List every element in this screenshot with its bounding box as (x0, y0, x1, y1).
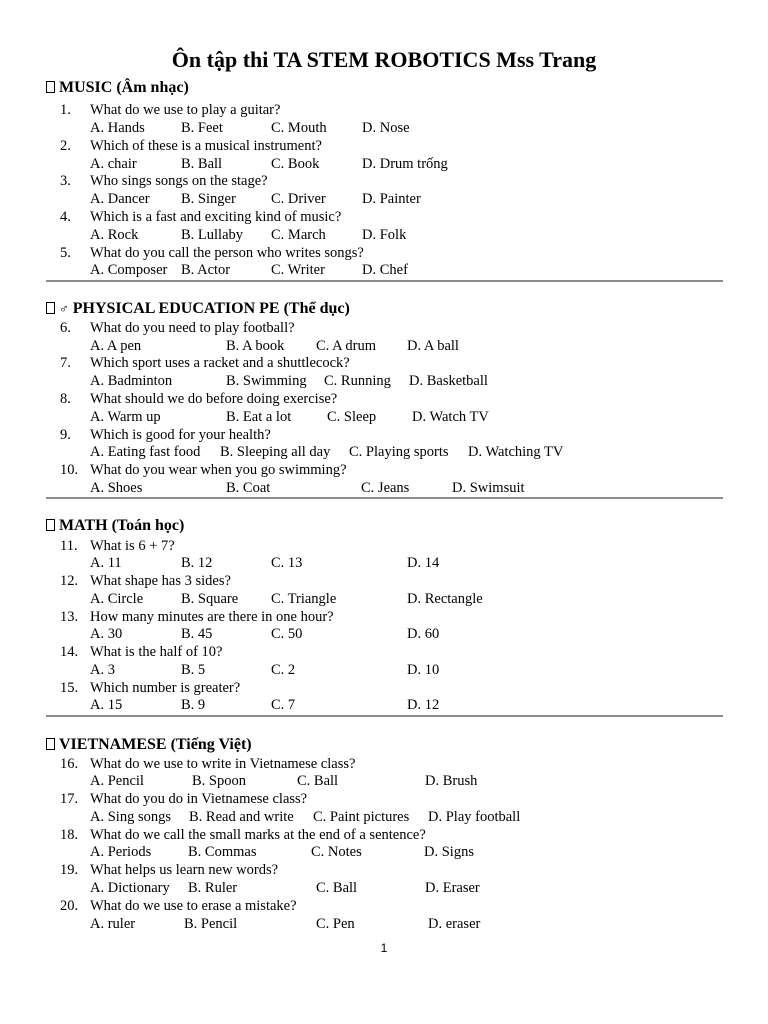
option-d: D. Folk (362, 227, 407, 243)
question-text: Who sings songs on the stage? (90, 173, 268, 189)
question-12: 12. What shape has 3 sides? (60, 573, 231, 589)
option-a: A. Shoes (90, 480, 143, 496)
option-b: B. Square (181, 591, 239, 607)
question-text: What helps us learn new words? (90, 862, 279, 878)
option-c: C. Book (271, 156, 320, 172)
section-title: PHYSICAL EDUCATION PE (Thể dục) (72, 300, 350, 317)
section-heading-music (46, 78, 189, 98)
question-15: 15. Which number is greater? (60, 680, 241, 696)
option-a: A. A pen (90, 338, 142, 354)
option-c: C. Ball (316, 880, 358, 896)
option-c: C. 7 (271, 697, 296, 713)
question-16: 16. What do we use to write in Vietnamese class? (60, 756, 356, 772)
section-heading-vietnamese (46, 735, 252, 755)
option-d: D. Play football (428, 809, 521, 825)
option-c: C. Jeans (361, 480, 410, 496)
option-a: A. Pencil (90, 773, 144, 789)
option-a: A. Badminton (90, 373, 173, 389)
option-c: C. 13 (271, 555, 303, 571)
option-a: A. Dancer (90, 191, 150, 207)
question-14: 14. What is the half of 10? (60, 644, 223, 660)
option-b: B. Coat (226, 480, 271, 496)
option-d: D. 12 (407, 697, 440, 713)
option-c: C. Pen (316, 916, 355, 932)
question-18: 18. What do we call the small marks at the end of a sentence? (60, 827, 426, 843)
question-text: What shape has 3 sides? (90, 573, 231, 589)
mars-symbol-icon: ♂ (59, 301, 69, 316)
option-b: B. Singer (181, 191, 236, 207)
option-a: A. 3 (90, 662, 115, 678)
section-heading-pe (46, 299, 350, 319)
section-divider (46, 497, 723, 499)
question-text: What do you need to play football? (90, 320, 295, 336)
option-d: D. A ball (407, 338, 459, 354)
option-a: A. chair (90, 156, 137, 172)
question-text: Which number is greater? (90, 680, 241, 696)
option-c: C. Ball (297, 773, 339, 789)
question-20: 20. What do we use to erase a mistake? (60, 898, 297, 914)
option-d: D. Watching TV (468, 444, 564, 460)
option-d: D. Signs (424, 844, 474, 860)
option-b: B. 45 (181, 626, 213, 642)
question-text: What do we call the small marks at the end of a sentence? (90, 827, 426, 843)
option-d: D. Swimsuit (452, 480, 525, 496)
option-c: C. 2 (271, 662, 296, 678)
option-d: D. Chef (362, 262, 408, 278)
option-b: B. Read and write (189, 809, 294, 825)
option-a: A. Sing songs (90, 809, 171, 825)
section-divider (46, 715, 723, 717)
option-a: A. ruler (90, 916, 136, 932)
page-title: Ôn tập thi TA STEM ROBOTICS Mss Trang (171, 47, 597, 72)
question-text: What do we use to play a guitar? (90, 102, 281, 118)
question-text: Which is good for your health? (90, 427, 271, 443)
section-heading-math (46, 516, 184, 536)
option-d: D. eraser (428, 916, 481, 932)
page-number: 1 (380, 941, 388, 955)
option-b: B. Pencil (184, 916, 238, 932)
option-d: D. Rectangle (407, 591, 483, 607)
question-3: 3. Who sings songs on the stage? (60, 173, 268, 189)
question-1: 1. What do we use to play a guitar? (60, 102, 281, 118)
option-d: D. Nose (362, 120, 410, 136)
question-7: 7. Which sport uses a racket and a shuttlecock? (60, 355, 350, 371)
option-a: A. Rock (90, 227, 139, 243)
option-b: B. Lullaby (181, 227, 244, 243)
option-d: D. Brush (425, 773, 478, 789)
option-b: B. A book (226, 338, 285, 354)
question-9: 9. Which is good for your health? (60, 427, 271, 443)
option-a: A. Warm up (90, 409, 161, 425)
option-a: A. Composer (90, 262, 168, 278)
option-d: D. Watch TV (412, 409, 489, 425)
section-title: MATH (Toán học) (59, 517, 185, 534)
option-d: D. Drum trống (362, 156, 448, 172)
question-11: 11. What is 6 + 7? (60, 538, 175, 554)
option-a: A. 11 (90, 555, 122, 571)
question-text: Which of these is a musical instrument? (90, 138, 322, 154)
question-text: What is the half of 10? (90, 644, 223, 660)
option-d: D. Painter (362, 191, 421, 207)
question-13: 13. How many minutes are there in one hour? (60, 609, 334, 625)
option-b: B. Actor (181, 262, 231, 278)
question-text: What do we use to erase a mistake? (90, 898, 297, 914)
option-c: C. March (271, 227, 326, 243)
question-text: What should we do before doing exercise? (90, 391, 338, 407)
question-8: 8. What should we do before doing exercise? (60, 391, 338, 407)
question-text: What do you call the person who writes songs? (90, 245, 364, 261)
question-19: 19. What helps us learn new words? (60, 862, 279, 878)
athlete-emoji-icon (46, 302, 55, 314)
question-17: 17. What do you do in Vietnamese class? (60, 791, 308, 807)
option-a: A. Hands (90, 120, 145, 136)
option-b: B. Eat a lot (226, 409, 292, 425)
option-c: C. A drum (316, 338, 377, 354)
question-6: 6. What do you need to play football? (60, 320, 295, 336)
option-d: D. 60 (407, 626, 440, 642)
question-4: 4. Which is a fast and exciting kind of music? (60, 209, 342, 225)
option-c: C. Mouth (271, 120, 327, 136)
option-b: B. Sleeping all day (220, 444, 331, 460)
option-b: B. Feet (181, 120, 223, 136)
option-b: B. Spoon (192, 773, 246, 789)
option-b: B. 12 (181, 555, 213, 571)
option-b: B. Swimming (226, 373, 307, 389)
question-text: What is 6 + 7? (90, 538, 175, 554)
option-d: D. Basketball (409, 373, 488, 389)
option-a: A. Eating fast food (90, 444, 201, 460)
question-10: 10. What do you wear when you go swimming? (60, 462, 347, 478)
section-divider (46, 280, 723, 282)
option-b: B. Ball (181, 156, 223, 172)
option-c: C. Playing sports (349, 444, 449, 460)
option-a: A. 15 (90, 697, 123, 713)
question-2: 2. Which of these is a musical instrument? (60, 138, 322, 154)
question-5: 5. What do you call the person who writes songs? (60, 245, 364, 261)
question-text: Which is a fast and exciting kind of music? (90, 209, 342, 225)
section-title: MUSIC (Âm nhạc) (59, 79, 189, 96)
option-b: B. Commas (188, 844, 257, 860)
option-a: A. Dictionary (90, 880, 170, 896)
section-title: VIETNAMESE (Tiếng Việt) (59, 736, 252, 753)
music-emoji-icon (46, 81, 55, 93)
math-emoji-icon (46, 519, 55, 531)
question-text: What do you do in Vietnamese class? (90, 791, 308, 807)
option-d: D. 14 (407, 555, 440, 571)
option-c: C. Triangle (271, 591, 337, 607)
option-a: A. 30 (90, 626, 123, 642)
vietnamese-emoji-icon (46, 738, 55, 750)
question-text: What do we use to write in Vietnamese class? (90, 756, 356, 772)
option-b: B. Ruler (188, 880, 238, 896)
option-c: C. Driver (271, 191, 326, 207)
option-a: A. Periods (90, 844, 152, 860)
option-d: D. 10 (407, 662, 440, 678)
option-c: C. Sleep (327, 409, 377, 425)
option-c: C. Notes (311, 844, 362, 860)
option-a: A. Circle (90, 591, 144, 607)
option-c: C. 50 (271, 626, 303, 642)
option-b: B. 5 (181, 662, 206, 678)
option-d: D. Eraser (425, 880, 480, 896)
question-text: What do you wear when you go swimming? (90, 462, 347, 478)
option-c: C. Writer (271, 262, 325, 278)
option-c: C. Paint pictures (313, 809, 410, 825)
question-text: Which sport uses a racket and a shuttlecock? (90, 355, 350, 371)
question-text: How many minutes are there in one hour? (90, 609, 334, 625)
option-b: B. 9 (181, 697, 206, 713)
option-c: C. Running (324, 373, 391, 389)
